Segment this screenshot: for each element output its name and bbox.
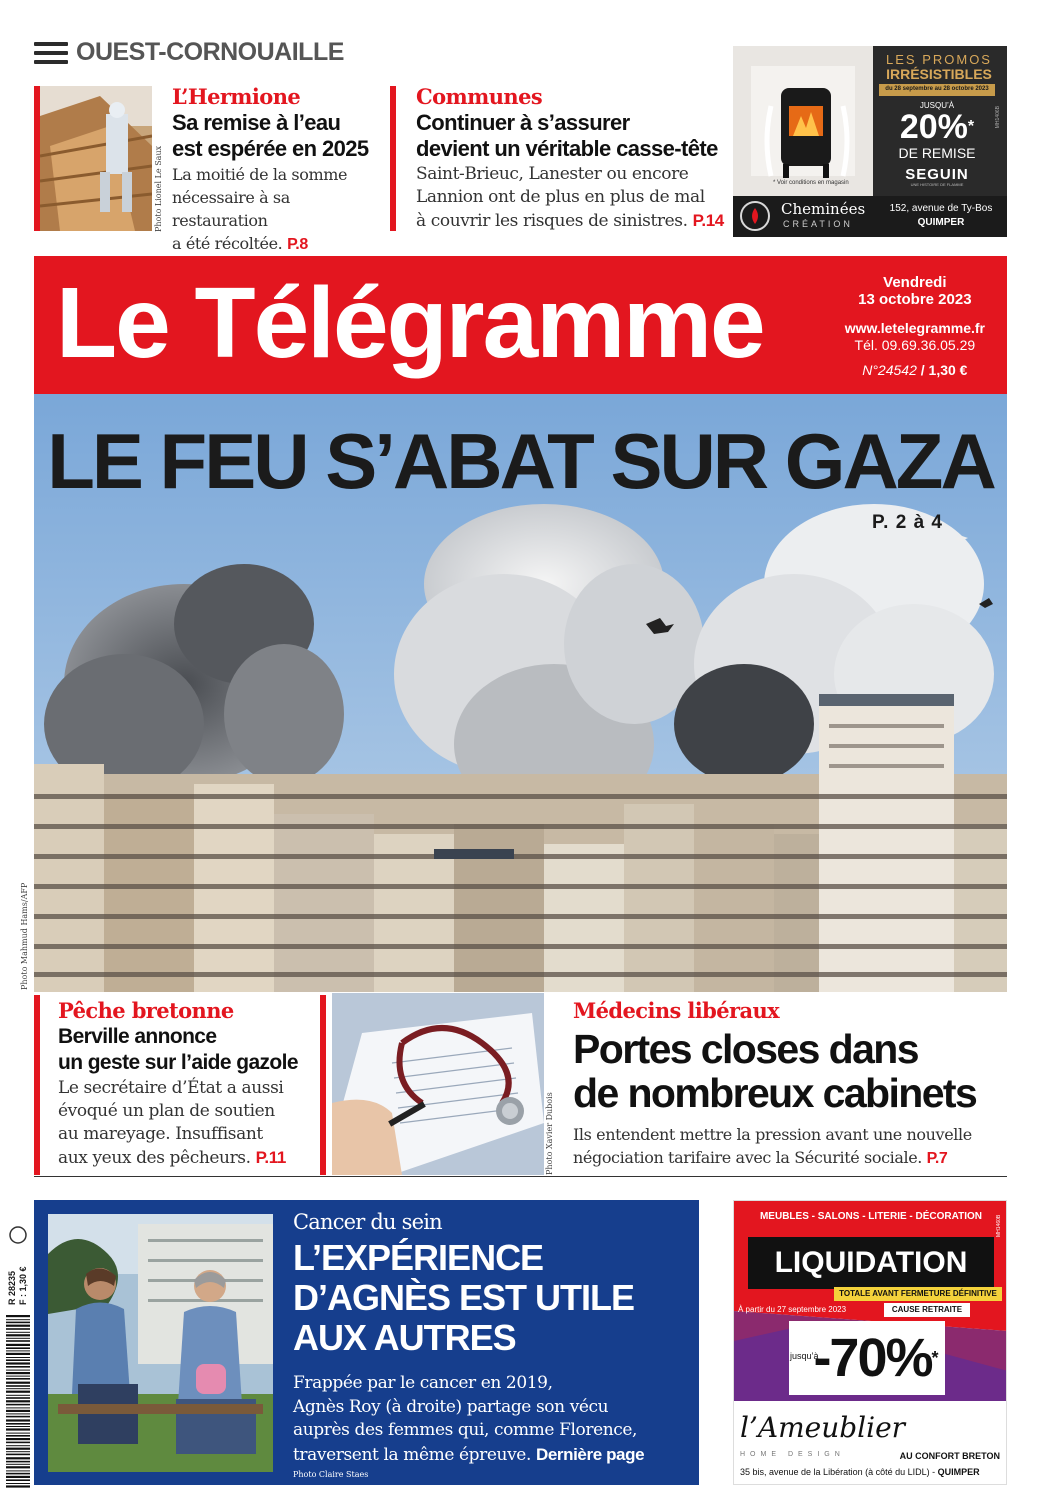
- story-body: Le secrétaire d’État a aussi évoqué un plan de soutien au mareyage. Insuffisant aux yeux des pêcheurs. P.11: [58, 1078, 286, 1168]
- story-kicker: Médecins libéraux: [573, 998, 780, 1023]
- barcode-bar: [6, 1315, 30, 1317]
- masthead-info: [845, 274, 985, 378]
- ad-brand: l’Ameublier: [740, 1411, 906, 1444]
- story-headline: Berville annonce un geste sur l’aide gazole: [58, 1025, 298, 1074]
- barcode-bar: [6, 1350, 30, 1351]
- barcode-bar: [6, 1366, 30, 1368]
- section-divider: [34, 1176, 1007, 1177]
- barcode-bar: [6, 1357, 30, 1358]
- barcode-bar: [6, 1442, 30, 1444]
- main-page-ref[interactable]: P. 2 à 4: [871, 512, 943, 533]
- barcode-bar: [6, 1479, 30, 1481]
- teaser-kicker: L’Hermione: [172, 84, 301, 109]
- barcode-bar: [6, 1461, 30, 1463]
- ad-reason: CAUSE RETRAITE: [891, 1305, 963, 1314]
- ad-upto: JUSQU’À: [919, 101, 955, 110]
- story-kicker: Pêche bretonne: [58, 998, 234, 1023]
- ad-date-note: À partir du 27 septembre 2023: [738, 1305, 847, 1314]
- barcode-bar: [6, 1322, 30, 1324]
- barcode-bar: [6, 1319, 30, 1320]
- edition-header: [34, 38, 344, 67]
- story-headline: L’EXPÉRIENCE D’AGNÈS EST UTILE AUX AUTRES: [293, 1237, 635, 1358]
- ad-promo-dates: du 28 septembre au 28 octobre 2023: [885, 86, 989, 92]
- barcode-bar: [6, 1485, 30, 1487]
- barcode-bar: [6, 1419, 30, 1421]
- cancer-story-text: [293, 1210, 688, 1479]
- teaser-headline: Sa remise à l’eau est espérée en 2025: [172, 110, 369, 161]
- ad-category: MEUBLES - SALONS - LITERIE - DÉCORATION: [759, 1211, 983, 1222]
- barcode-code: R 28235: [7, 1270, 17, 1305]
- barcode-bar: [6, 1448, 30, 1450]
- menu-icon[interactable]: [34, 42, 68, 64]
- barcode-bar: [6, 1423, 30, 1425]
- barcode-bar: [6, 1362, 30, 1364]
- ad-brand-line2: CRÉATION: [783, 219, 853, 229]
- barcode-bar: [6, 1397, 30, 1399]
- brand-logo[interactable]: Le Télégramme: [56, 267, 764, 379]
- ad-address-line1: 152, avenue de Ty-Bos: [889, 203, 993, 214]
- ad-subtitle: TOTALE AVANT FERMETURE DÉFINITIVE: [839, 1289, 997, 1298]
- barcode: [4, 1225, 32, 1490]
- ad-address-line2: QUIMPER: [917, 217, 965, 228]
- teaser-headline: Continuer à s’assurer devient un véritable casse-tête: [416, 110, 718, 161]
- barcode-bar: [6, 1428, 30, 1430]
- ad-promo-line1: LES PROMOS: [886, 52, 992, 67]
- ad-percent: 20%*: [899, 108, 975, 146]
- ad-promo-line2: IRRÉSISTIBLES: [886, 66, 992, 82]
- barcode-bar: [6, 1410, 30, 1412]
- ad-seguin-tag: UNE HISTOIRE DE FLAMME: [910, 182, 964, 187]
- issue-number: N°24542 / 1,30 €: [862, 362, 968, 378]
- barcode-bar: [6, 1466, 30, 1468]
- barcode-bar: [6, 1391, 30, 1393]
- barcode-bar: [6, 1385, 30, 1387]
- cancer-photo[interactable]: [48, 1214, 273, 1472]
- hermione-photo[interactable]: [40, 86, 152, 231]
- teaser-body: La moitié de la somme nécessaire à sa restauration a été récoltée. P.8: [172, 165, 348, 253]
- teaser-rule: [390, 86, 396, 231]
- page-ref: P.8: [287, 236, 308, 253]
- barcode-bar: [6, 1473, 30, 1475]
- teaser-body: Saint-Brieuc, Lanester ou encore Lannion ont de plus en plus de mal à couvrir les risques de sinistres. P.14: [416, 164, 724, 231]
- story-headline: Portes closes dans de nombreux cabinets: [573, 1026, 977, 1116]
- ad-cheminees[interactable]: [733, 46, 1007, 237]
- barcode-bar: [6, 1476, 30, 1478]
- barcode-bar: [6, 1395, 30, 1396]
- teaser-kicker: Communes: [416, 84, 543, 109]
- barcode-bar: [6, 1353, 30, 1355]
- ad-address: 35 bis, avenue de la Libération (à côté du LIDL) - QUIMPER: [740, 1467, 980, 1477]
- page-ref: P.14: [692, 211, 724, 230]
- issue-day: Vendredi: [883, 274, 947, 291]
- barcode-bar: [6, 1376, 30, 1377]
- barcode-bar: [6, 1454, 30, 1456]
- barcode-bar: [6, 1433, 30, 1434]
- barcode-bar: [6, 1344, 30, 1346]
- photo-credit: Photo Claire Staes: [293, 1470, 369, 1479]
- barcode-bar: [6, 1359, 30, 1361]
- barcode-bar: [6, 1464, 30, 1465]
- barcode-bar: [6, 1347, 30, 1349]
- barcode-bar: [6, 1340, 30, 1342]
- barcode-bar: [6, 1372, 30, 1374]
- ad-title: LIQUIDATION: [774, 1246, 968, 1279]
- main-headline[interactable]: LE FEU S’ABAT SUR GAZA: [47, 417, 994, 505]
- stethoscope-photo[interactable]: [332, 993, 544, 1175]
- barcode-bar: [6, 1407, 30, 1408]
- cancer-story-box[interactable]: [34, 1200, 699, 1485]
- site-url[interactable]: www.letelegramme.fr: [844, 320, 985, 336]
- barcode-bar: [6, 1438, 30, 1440]
- barcode-bar: [6, 1332, 30, 1333]
- photo-credit: Photo Mahmud Hams/AFP: [20, 882, 29, 990]
- edition-label: OUEST-CORNOUAILLE: [76, 38, 344, 66]
- photo-credit: Photo Xavier Dubois: [545, 1092, 554, 1175]
- page-ref: P.7: [926, 1150, 948, 1167]
- story-body: Frappée par le cancer en 2019, Agnès Roy (à droite) partage son vécu auprès des femmes qui, comme Florence, traversent la même épreuve. Dernière page: [293, 1373, 645, 1465]
- barcode-bar: [6, 1435, 30, 1437]
- story-medecins[interactable]: [573, 998, 1003, 1170]
- ad-remise: DE REMISE: [898, 145, 976, 161]
- barcode-bar: [6, 1334, 30, 1336]
- ad-conditions: * Voir conditions en magasin: [773, 180, 849, 186]
- barcode-bar: [6, 1445, 30, 1446]
- barcode-bar: [6, 1378, 30, 1380]
- ad-discount: -70%*: [813, 1328, 937, 1388]
- barcode-bar: [6, 1400, 30, 1402]
- barcode-bar: [6, 1470, 30, 1471]
- barcode-bar: [6, 1451, 30, 1452]
- ad-partner: AU CONFORT BRETON: [899, 1451, 1000, 1461]
- ad-brand-sub: HOME DESIGN: [740, 1451, 845, 1458]
- issue-date: 13 octobre 2023: [858, 291, 972, 308]
- ad-brand-line1: Cheminées: [781, 200, 866, 218]
- main-photo[interactable]: [34, 394, 1007, 992]
- story-rule: [320, 995, 326, 1175]
- barcode-bar: [6, 1370, 30, 1371]
- barcode-bar: [6, 1426, 30, 1427]
- page-ref: Dernière page: [535, 1444, 645, 1464]
- photo-credit: Photo Lionel Le Saux: [154, 145, 163, 232]
- story-rule: [34, 995, 40, 1175]
- barcode-bar: [6, 1328, 30, 1330]
- ad-liquidation[interactable]: [733, 1200, 1007, 1485]
- page-ref: P.11: [255, 1148, 286, 1167]
- masthead: [34, 256, 1007, 394]
- barcode-bar: [6, 1325, 30, 1327]
- teaser-hermione[interactable]: [172, 84, 382, 256]
- barcode-bar: [6, 1338, 30, 1339]
- story-body: Ils entendent mettre la pression avant une nouvelle négociation tarifaire avec la Sécurité sociale. P.7: [573, 1125, 972, 1167]
- barcode-bar: [6, 1404, 30, 1406]
- barcode-bar: [6, 1388, 30, 1389]
- ad-seguin: SEGUIN: [905, 166, 969, 183]
- ad-ref: MH1406B: [995, 106, 1001, 129]
- ad-upto: jusqu’à: [790, 1351, 819, 1361]
- teaser-communes[interactable]: [416, 84, 726, 233]
- ad-ref: MH1460B: [996, 1214, 1002, 1237]
- barcode-bar: [6, 1413, 30, 1414]
- barcode-bar: [6, 1416, 30, 1418]
- barcode-bar: [6, 1483, 30, 1484]
- barcode-bar: [6, 1382, 30, 1384]
- story-peche[interactable]: [58, 998, 323, 1170]
- phone: Tél. 09.69.36.05.29: [854, 337, 976, 353]
- story-kicker: Cancer du sein: [293, 1210, 442, 1234]
- barcode-bar: [6, 1457, 30, 1459]
- barcode-price: F : 1,30 €: [18, 1266, 28, 1305]
